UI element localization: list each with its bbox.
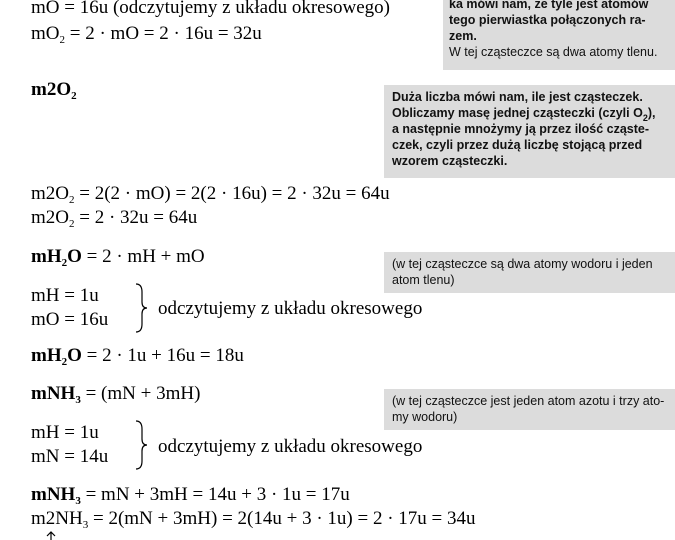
note-line: czek, czyli przez dużą liczbę stojącą przed — [392, 138, 643, 152]
mo2-line: $mO_2 = 2$ · mO = 2 · 16u = 32u — [31, 23, 262, 46]
note-line: atom tlenu) — [392, 273, 455, 287]
note-line: ka mówi nam, że tyle jest atomów — [449, 0, 649, 11]
periodic-table-note: odczytujemy z układu okresowego — [158, 436, 423, 457]
note-line: Obliczamy masę jednej cząsteczki (czyli $O_2$), — [392, 106, 656, 123]
mo-value: mO = 16u — [31, 309, 109, 330]
note-line: tego pierwiastka połączonych ra- — [449, 13, 646, 27]
right-brace-icon — [134, 282, 148, 334]
m2nh3-result: $m2NH_3 = 2(mN + 3mH) = 2(14u + 3 \cdot 1u) = 2 \cdot 17u = 34u$ — [31, 508, 476, 531]
mn-value: mN = 14u — [31, 446, 109, 467]
note-line: my wodoru) — [392, 410, 458, 424]
note-line: (w tej cząsteczce jest jeden atom azotu i trzy ato- — [392, 394, 665, 408]
right-brace-icon — [134, 419, 148, 471]
note-line: zem. — [449, 29, 477, 43]
h2o-result: $mH_2O = 2 \cdot 1u + 16u = 18u$ — [31, 345, 244, 368]
note-line: a następnie mnożymy ją przez ilość cząste- — [392, 122, 650, 136]
note-line: Duża liczba mówi nam, ile jest cząsteczek. — [392, 90, 643, 104]
note-box-h2o — [384, 252, 675, 293]
nh3-result: mNH$_3$ = mN + 3mH = 14u + 3 · 1u = 17u — [31, 484, 350, 507]
m2o2-heading: $m2O_2$ — [31, 79, 77, 102]
mh-value: mH = 1u — [31, 285, 99, 306]
h2o-heading: $mH_2O = 2$ · mH + mO — [31, 246, 205, 269]
m2o2-calc-line: $m2O_2 = 2(2 \cdot mO) = 2(2 \cdot 16u) = 2 \cdot 32u = 64u$ — [31, 183, 390, 206]
periodic-table-note: odczytujemy z układu okresowego — [158, 298, 423, 319]
note-box-top — [443, 0, 675, 70]
note-box-nh3 — [384, 389, 675, 430]
note-line: W tej cząsteczce są dwa atomy tlenu. — [449, 45, 658, 59]
mo-line: mO = 16u (odczytujemy z układu okresowego) — [31, 0, 390, 18]
nh3-heading: mNH$_3$ = (mN + 3mH) — [31, 383, 201, 406]
mh-value: mH = 1u — [31, 422, 99, 443]
up-arrow-icon — [44, 531, 58, 540]
note-line: (w tej cząsteczce są dwa atomy wodoru i jeden — [392, 257, 653, 271]
note-line: wzorem cząsteczki. — [392, 154, 508, 168]
m2o2-calc-line: $m2O_2 = 2 \cdot 32u = 64u$ — [31, 207, 198, 230]
note-box-middle — [384, 85, 675, 178]
